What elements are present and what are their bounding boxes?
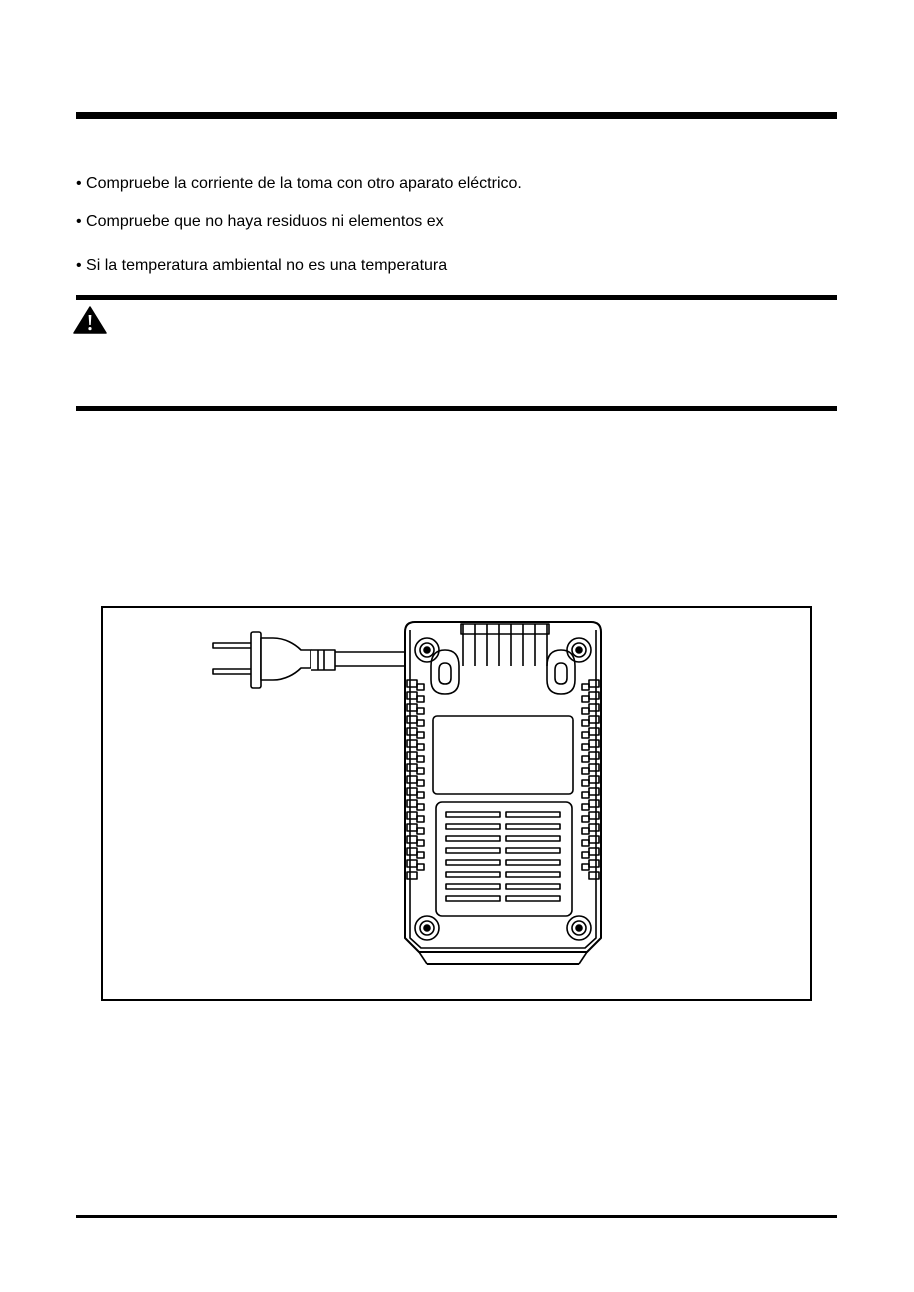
warning-triangle-icon [73,306,107,334]
footer-rule [76,1215,837,1218]
warning-bottom-rule [76,406,837,411]
charger-housing [405,622,601,964]
power-plug-icon [213,632,405,688]
charger-figure [101,606,812,1001]
charger-bottom-drawing [103,608,810,999]
bullet-check-debris: • Compruebe que no haya residuos ni elementos ex [76,213,444,230]
warning-top-rule [76,295,837,300]
bullet-check-outlet: • Compruebe la corriente de la toma con otro aparato eléctrico. [76,175,522,192]
header-rule [76,112,837,119]
bullet-ambient-temperature: • Si la temperatura ambiental no es una temperatura [76,257,448,274]
